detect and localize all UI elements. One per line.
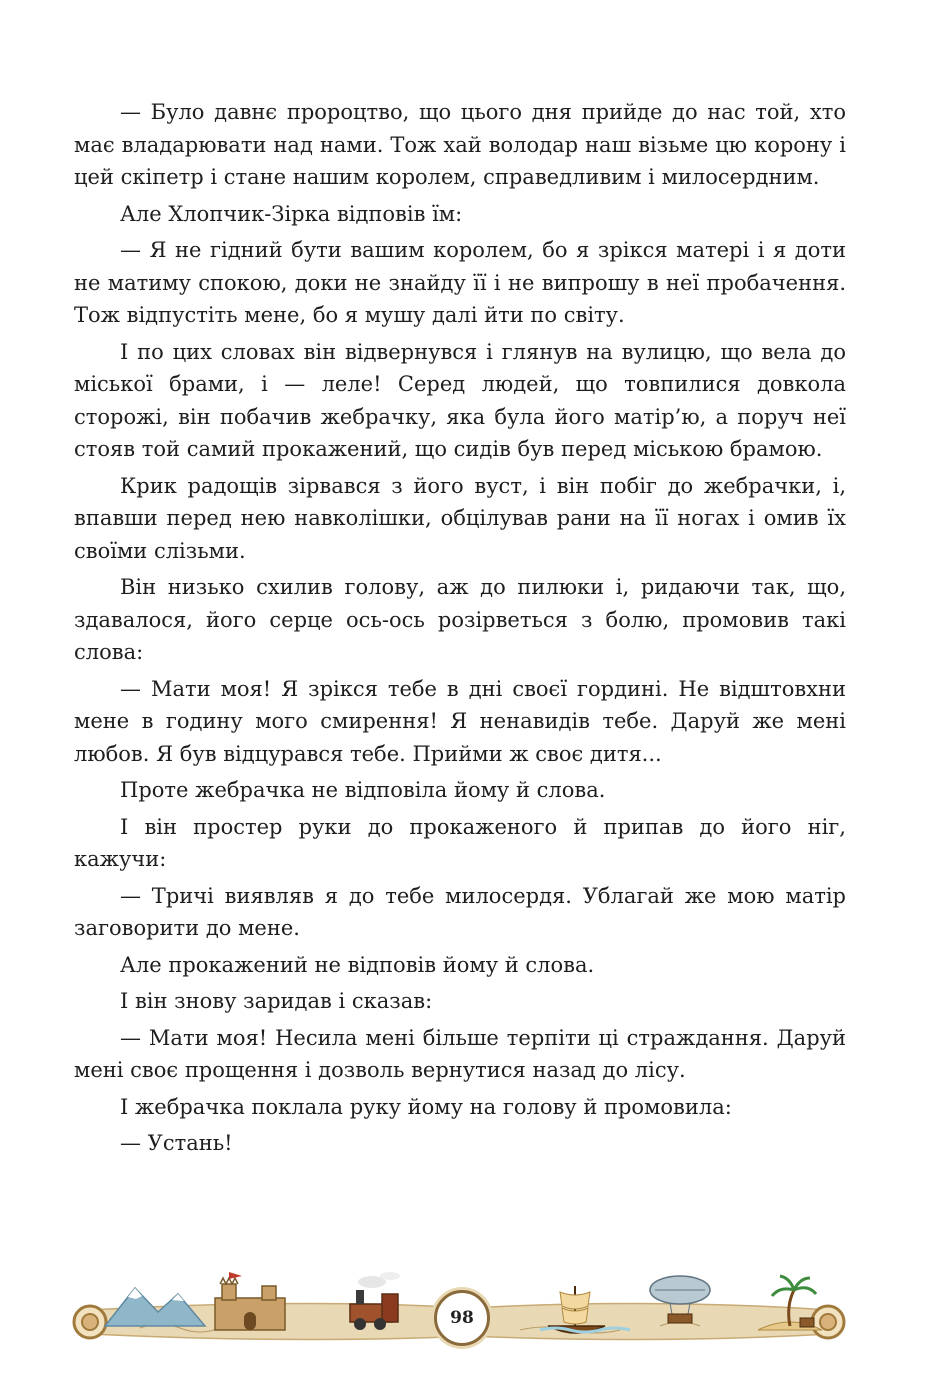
paragraph: І він знову заридав і сказав: bbox=[120, 989, 433, 1013]
paragraph: — Я не гідний бути вашим королем, бо я зрікся матері і я доти не матиму спокою, доки не знайду її і не випрошу в неї пробачення. Тож відпустіть мене, бо я мушу далі йти по світу. bbox=[74, 238, 846, 327]
paragraph: Проте жебрачка не відповіла йому й слова. bbox=[120, 778, 606, 802]
paragraph: Крик радощів зірвався з його вуст, і він побіг до жебрачки, і, впавши перед нею навколішки, обцілував рани на її ногах і омив їх своїми слізьми. bbox=[74, 473, 846, 563]
paragraph: І він простер руки до прокаженого й припав до його ніг, кажучи: bbox=[74, 814, 846, 871]
castle-icon bbox=[215, 1272, 285, 1330]
locomotive-icon bbox=[350, 1272, 400, 1330]
paragraph: — Тричі виявляв я до тебе милосердя. Ублагай же мою матір заговорити до мене. bbox=[74, 883, 846, 940]
paragraph: Але Хлопчик-Зірка відповів їм: bbox=[120, 201, 463, 226]
left-scroll-end-icon bbox=[74, 1306, 106, 1338]
paragraph: І по цих словах він відвернувся і глянув на вулицю, що вела до міської брами, і — леле! Серед людей, що товпилися довкола сторожі, він побачив жебрачку, яка була його матір’ю, а поруч неї стояв той самий прокажений, що сидів був перед міською брамою. bbox=[74, 339, 846, 461]
text-body bbox=[74, 96, 846, 1164]
paragraph: Але прокажений не відповів йому й слова. bbox=[120, 952, 595, 977]
paragraph: — Було давнє пророцтво, що цього дня прийде до нас той, хто має владарювати над нами. Тож хай володар наш візьме цю корону і цей скіпетр і стане нашим королем, справедливим і милосердним. bbox=[74, 100, 846, 189]
right-scroll-end-icon bbox=[812, 1306, 844, 1338]
paragraph: — Мати моя! Несила мені більше терпіти ці страждання. Даруй мені своє прощення і дозволь вернутися назад до лісу. bbox=[74, 1025, 846, 1082]
paragraph: — Мати моя! Я зрікся тебе в дні своєї гордині. Не відштовхни мене в годину мого смирення! Я ненавидів тебе. Даруй же мені любов. Я був відцурався тебе. Прийми ж своє дитя... bbox=[74, 676, 846, 766]
paragraph: — Устань! bbox=[120, 1131, 233, 1155]
paragraph: Він низько схилив голову, аж до пилюки і, ридаючи так, що, здавалося, його серце ось-ось розірветься з болю, промовив такі слова: bbox=[74, 575, 846, 664]
page-number: 98 bbox=[434, 1290, 490, 1346]
paragraph: І жебрачка поклала руку йому на голову й промовила: bbox=[120, 1094, 732, 1119]
